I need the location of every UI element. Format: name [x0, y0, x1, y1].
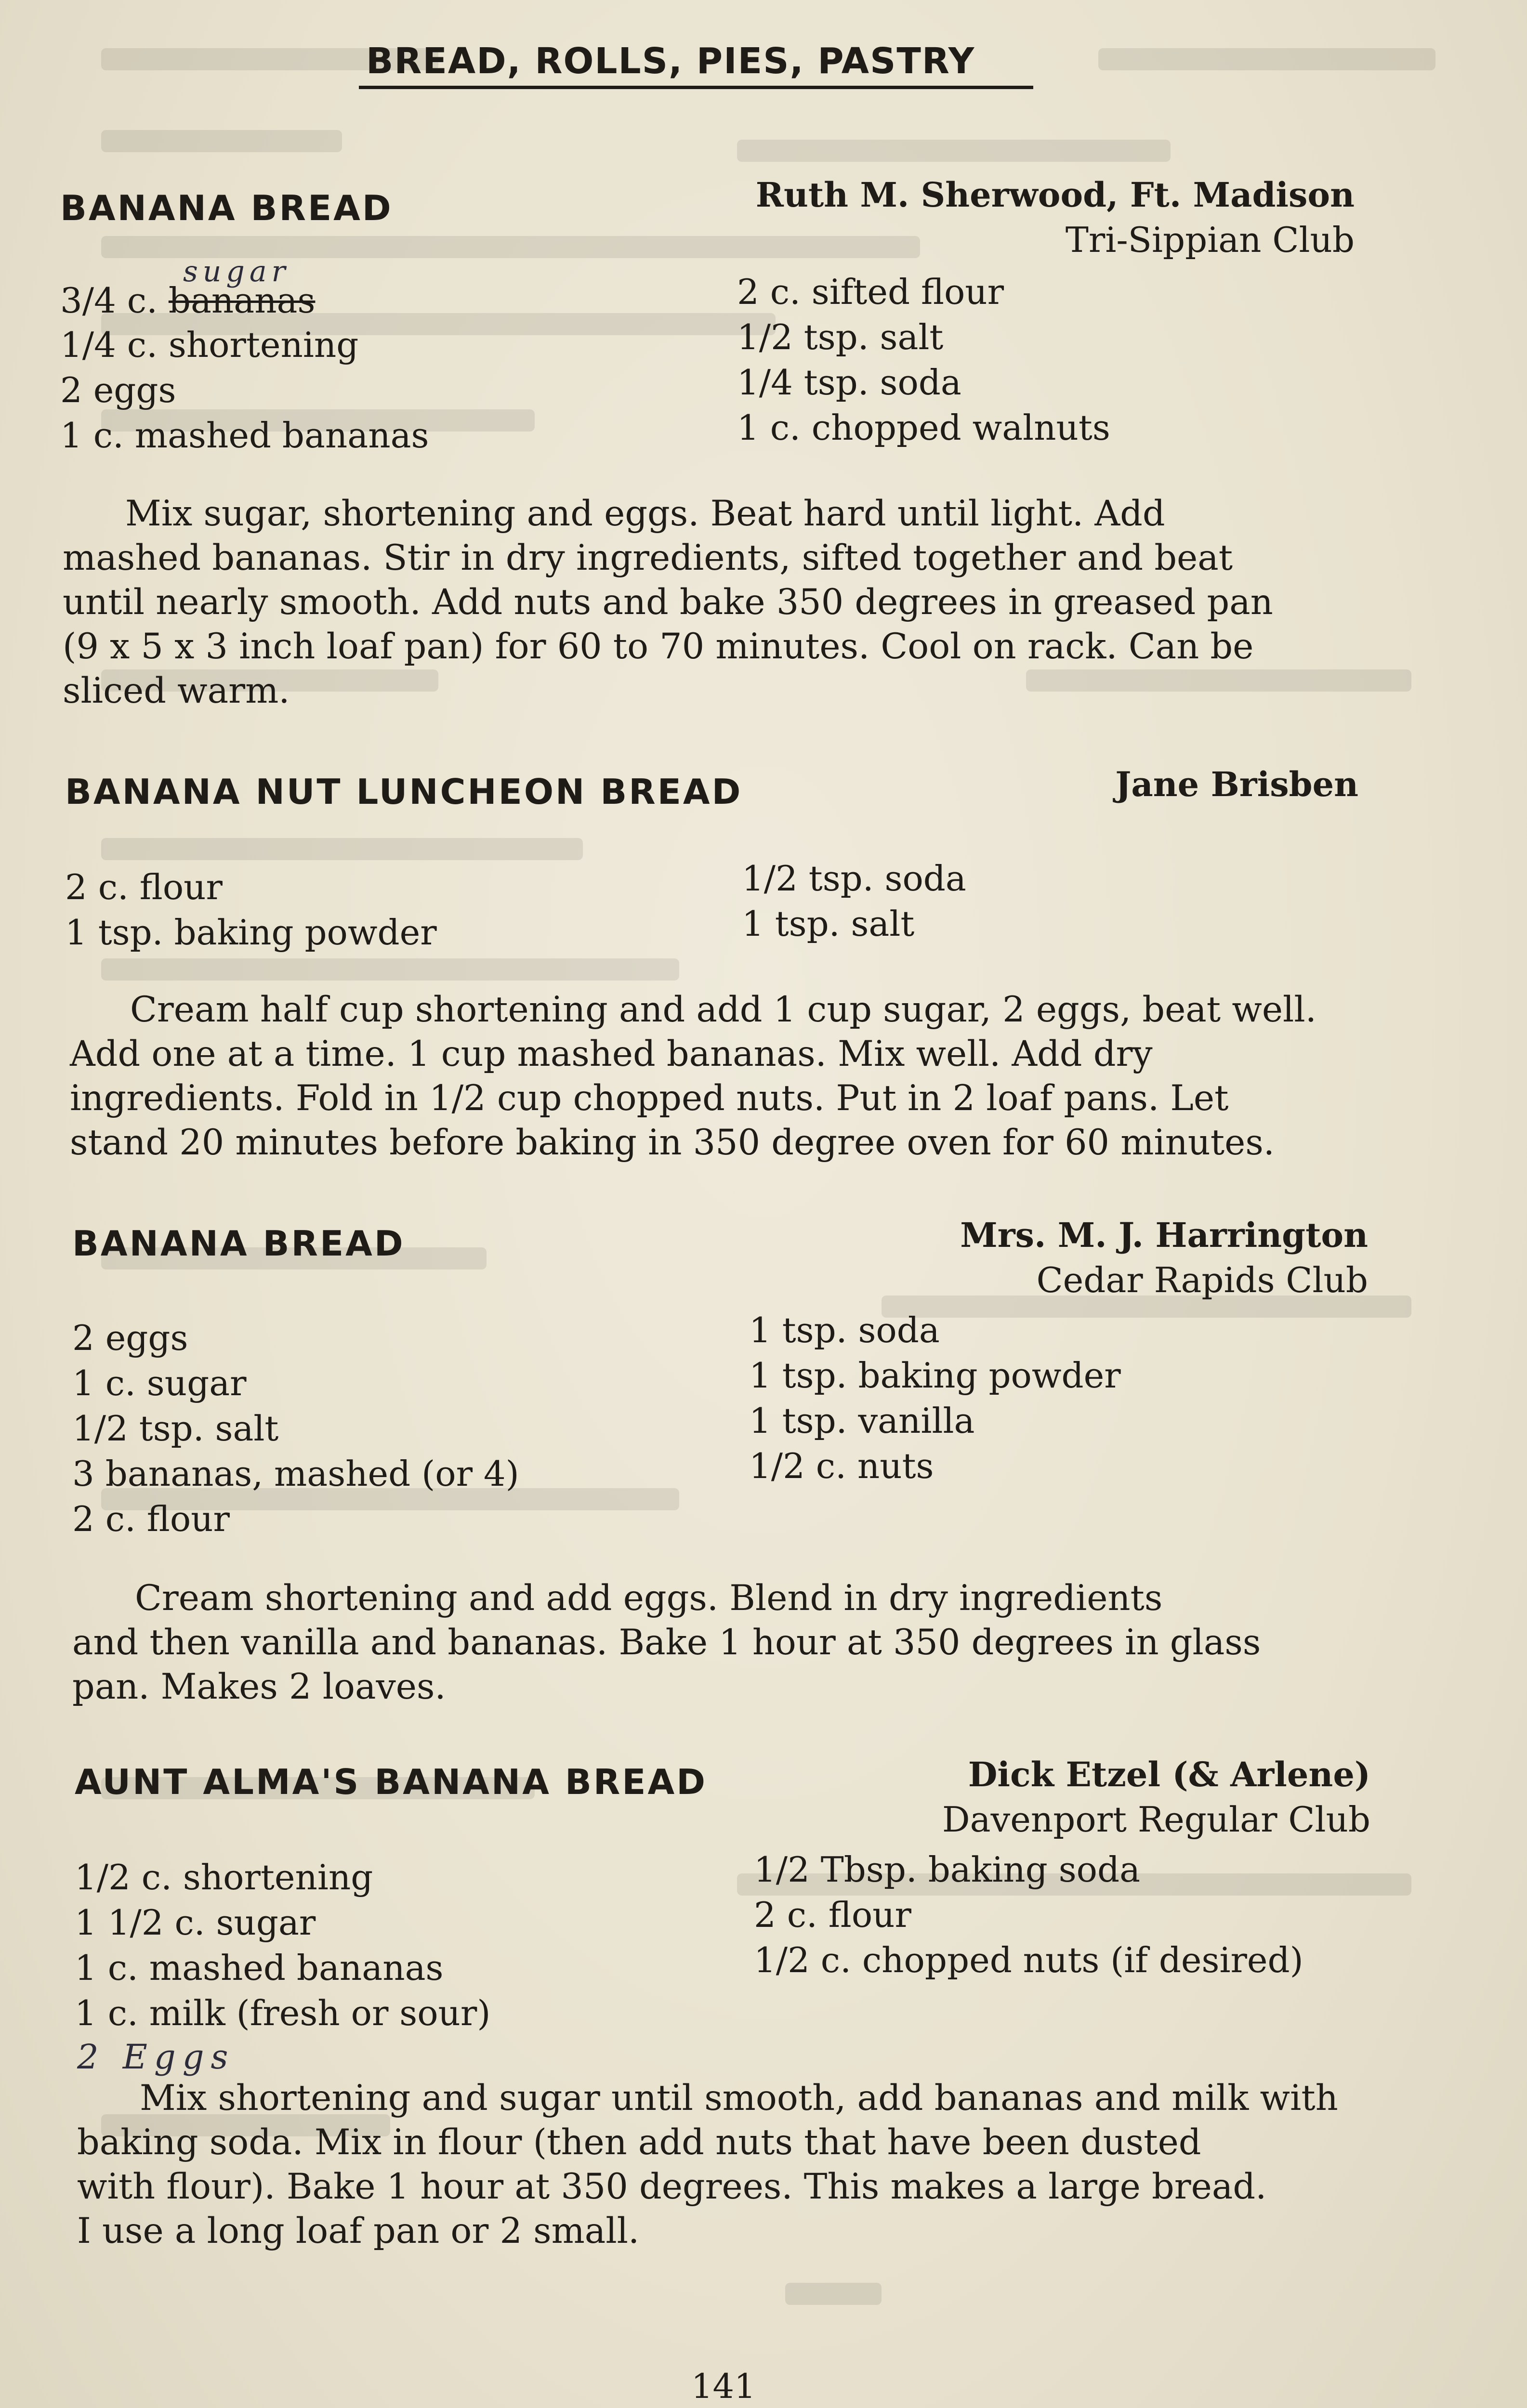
recipe-author: Ruth M. Sherwood, Ft. Madison: [755, 175, 1355, 215]
direction-line: (9 x 5 x 3 inch loaf pan) for 60 to 70 minutes. Cool on rack. Can be: [63, 626, 1254, 667]
direction-line: stand 20 minutes before baking in 350 degree oven for 60 minutes.: [70, 1122, 1275, 1163]
ingredient-line: 2 c. flour: [72, 1499, 230, 1539]
ingredient-line: 1 c. chopped walnuts: [737, 407, 1110, 448]
recipe-club: Cedar Rapids Club: [1036, 1260, 1368, 1300]
ingredient-line: 1 c. sugar: [72, 1363, 247, 1403]
ingredient-line: 2 eggs: [60, 370, 176, 410]
ingredient-line: 1 c. mashed bananas: [60, 415, 429, 456]
handwritten-note: 2 Eggs: [77, 2037, 235, 2077]
ingredient-line: 1 tsp. baking powder: [749, 1355, 1121, 1396]
ingredient-line: 1 tsp. salt: [742, 903, 915, 944]
ingredient-line: 2 eggs: [72, 1318, 188, 1358]
direction-line: baking soda. Mix in flour (then add nuts that have been dusted: [77, 2122, 1201, 2163]
recipe-club: Tri-Sippian Club: [1065, 220, 1355, 260]
ingredient-line: [60, 280, 316, 321]
page-title: BREAD, ROLLS, PIES, PASTRY: [366, 40, 975, 82]
ingredient-line: 1/2 Tbsp. baking soda: [754, 1849, 1141, 1890]
ingredient-line: 1 1/2 c. sugar: [75, 1902, 316, 1943]
recipe-heading: BANANA BREAD: [60, 188, 393, 228]
recipe-heading: BANANA BREAD: [72, 1223, 405, 1264]
ingredient-line: 1 c. milk (fresh or sour): [75, 1993, 491, 2033]
direction-line: with flour). Bake 1 hour at 350 degrees. This makes a large bread.: [77, 2166, 1267, 2207]
ingredient-line: 2 c. flour: [65, 867, 223, 907]
ingredient-line: 3 bananas, mashed (or 4): [72, 1453, 519, 1494]
direction-line: Cream shortening and add eggs. Blend in dry ingredients: [135, 1578, 1163, 1619]
recipe-author: Dick Etzel (& Arlene): [968, 1754, 1370, 1794]
ingredient-amount: 3/4 c.: [60, 280, 158, 321]
ingredient-line: 1/2 tsp. soda: [742, 858, 966, 899]
recipe-heading: BANANA NUT LUNCHEON BREAD: [65, 772, 743, 812]
ingredient-line: 1/4 tsp. soda: [737, 362, 961, 403]
recipe-directions: [72, 1578, 1261, 1714]
direction-line: Mix shortening and sugar until smooth, add bananas and milk with: [140, 2078, 1338, 2119]
handwritten-note: sugar: [183, 255, 290, 288]
recipe-author: Mrs. M. J. Harrington: [960, 1215, 1368, 1255]
direction-line: Cream half cup shortening and add 1 cup sugar, 2 eggs, beat well.: [130, 989, 1316, 1030]
direction-line: I use a long loaf pan or 2 small.: [77, 2211, 640, 2251]
direction-line: pan. Makes 2 loaves.: [72, 1666, 446, 1707]
ingredient-line: 1/2 c. chopped nuts (if desired): [754, 1940, 1303, 1980]
title-underline: [359, 86, 1033, 89]
direction-line: until nearly smooth. Add nuts and bake 350 degrees in greased pan: [63, 582, 1273, 623]
struck-ingredient: bananas: [168, 280, 316, 321]
recipe-heading: AUNT ALMA'S BANANA BREAD: [75, 1762, 707, 1802]
direction-line: sliced warm.: [63, 670, 290, 711]
ingredient-line: 1 c. mashed bananas: [75, 1948, 444, 1988]
recipe-author: Jane Brisben: [1115, 764, 1358, 804]
ingredient-line: 1/2 tsp. salt: [72, 1408, 279, 1449]
ingredient-line: 2 c. sifted flour: [737, 272, 1004, 312]
direction-line: Mix sugar, shortening and eggs. Beat hard until light. Add: [125, 493, 1165, 534]
direction-line: ingredients. Fold in 1/2 cup chopped nuts. Put in 2 loaf pans. Let: [70, 1078, 1229, 1119]
ingredient-line: 1 tsp. baking powder: [65, 912, 437, 953]
recipe-club: Davenport Regular Club: [942, 1799, 1370, 1840]
page-number: 141: [691, 2367, 756, 2406]
ingredient-line: 1/2 c. nuts: [749, 1446, 934, 1486]
ingredient-line: 1/2 c. shortening: [75, 1857, 373, 1898]
ingredient-line: 1 tsp. soda: [749, 1310, 940, 1350]
ingredient-line: 1/4 c. shortening: [60, 325, 359, 365]
direction-line: and then vanilla and bananas. Bake 1 hour at 350 degrees in glass: [72, 1622, 1261, 1663]
recipe-directions: [70, 989, 1316, 1169]
ingredient-line: 1/2 tsp. salt: [737, 317, 944, 357]
direction-line: Add one at a time. 1 cup mashed bananas. Mix well. Add dry: [70, 1034, 1153, 1074]
ingredient-line: 2 c. flour: [754, 1895, 911, 1935]
ingredient-line: 1 tsp. vanilla: [749, 1400, 975, 1441]
recipe-directions: [63, 493, 1273, 718]
recipe-directions: [77, 2078, 1338, 2258]
direction-line: mashed bananas. Stir in dry ingredients, sifted together and beat: [63, 537, 1233, 578]
